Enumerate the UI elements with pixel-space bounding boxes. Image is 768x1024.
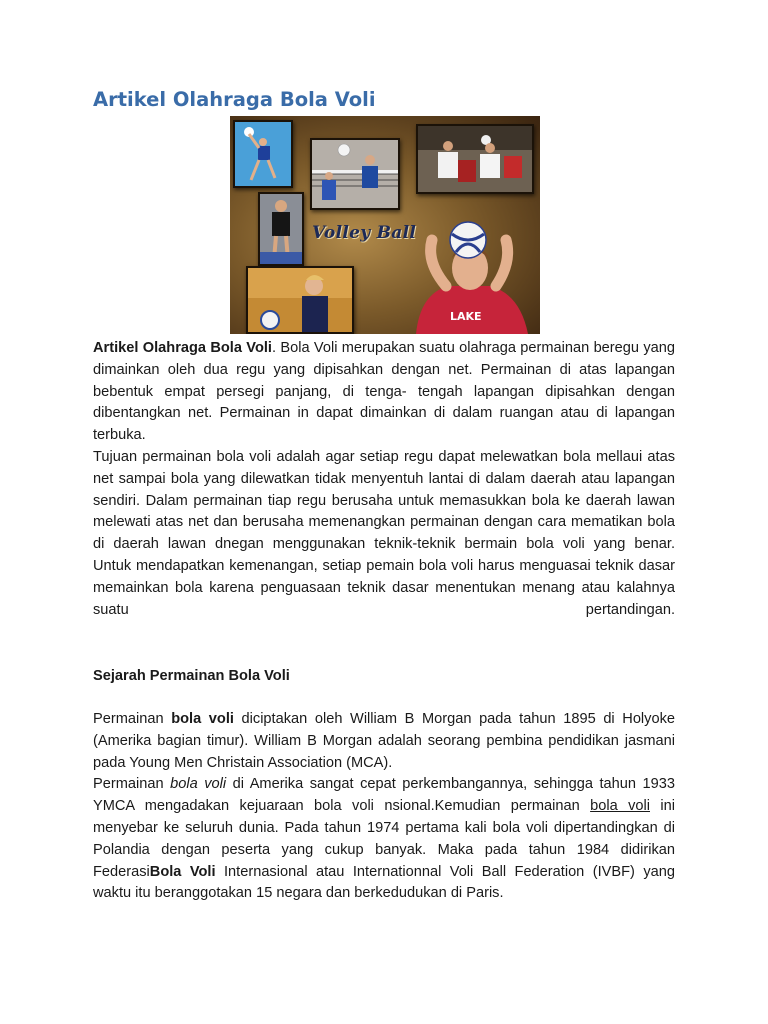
- intro-section: [93, 338, 675, 621]
- history-section: [93, 709, 675, 905]
- intro-lead: Artikel Olahraga Bola Voli: [93, 340, 272, 356]
- collage-photo-player: [258, 192, 304, 266]
- history-paragraph-2: Permainan bola voli di Amerika sangat cepat perkembangannya, sehingga tahun 1933 YMCA mengadakan kejuaraan bola voli nsional.Kemudian permainan bola voli ini menyebar ke seluruh dunia. Pada tahun 1974 pertama kali bola voli dipertandingkan di Polandia dengan peserta yang cukup banyak. Maka pada tahun 1984 didirikan FederasiBola Voli Internasional atau Internationnal Voli Ball Federation (IVBF) yang waktu itu beranggotakan 15 negara dan berkedudukan di Paris.: [93, 776, 676, 902]
- collage-photo-net: [310, 138, 400, 210]
- intro-paragraph-1: Artikel Olahraga Bola Voli. Bola Voli merupakan suatu olahraga permainan beregu yang dimainkan oleh dua regu yang dipisahkan dengan net. Permainan di atas lapangan bebentuk empat persegi panjang, di tenga- tengah lapangan dipisahkan dengan dibentangkan net. Permainan in dapat dimainkan di dalam ruangan atau di lapangan terbuka.: [93, 340, 675, 444]
- collage-photo-serve: [246, 266, 354, 334]
- collage-photo-spike: [233, 120, 293, 188]
- history-heading: Sejarah Permainan Bola Voli: [93, 668, 290, 684]
- bola-voli-link[interactable]: bola voli: [590, 798, 650, 815]
- intro-paragraph-2: Tujuan permainan bola voli adalah agar setiap regu dapat melewatkan bola mellaui atas net sampai bola yang dilewatkan tidak menyentuh lantai di dalam daerah atau lapangan sendiri. Dalam permainan tiap regu berusaha untuk memasukkan bola ke daerah lawan melewati atas net dan berusaha memenangkan permainan dengan cara mematikan bola di daerah lawan dnegan menggunakan teknik-teknik bermain bola voli yang benar.: [93, 448, 675, 553]
- intro-paragraph-3: Untuk mendapatkan kemenangan, setiap pemain bola voli harus menguasai teknik dasar memainkan bola karena penguasaan teknik dasar menentukan menang atau kalahnya suatu pertandingan.: [93, 557, 675, 618]
- jersey-text: LAKE: [450, 310, 482, 323]
- collage-caption: Volley Ball: [312, 223, 417, 243]
- article-title: Artikel Olahraga Bola Voli: [93, 88, 376, 111]
- volleyball-collage-image: [230, 116, 540, 334]
- history-paragraph-1: Permainan bola voli diciptakan oleh William B Morgan pada tahun 1895 di Holyoke (Amerika bagian timur). William B Morgan adalah seorang pembina pendidikan jasmani pada Young Men Christain Association (MCA).: [93, 711, 675, 771]
- collage-photo-setter: [398, 216, 540, 334]
- collage-photo-block: [416, 124, 534, 194]
